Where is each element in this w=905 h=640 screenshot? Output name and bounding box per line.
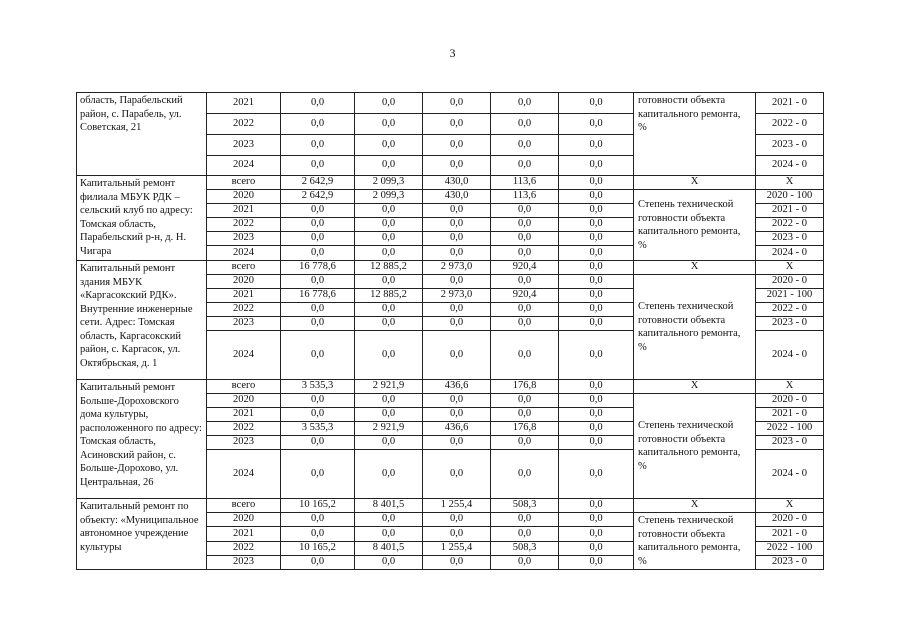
federal-cell: 0,0 <box>355 156 423 176</box>
total-cell: 0,0 <box>281 204 355 218</box>
total-cell: 2 642,9 <box>281 190 355 204</box>
regional-cell: 0,0 <box>423 246 491 261</box>
year-cell: 2023 <box>207 135 281 156</box>
regional-cell: 430,0 <box>423 190 491 204</box>
total-cell: 0,0 <box>281 232 355 246</box>
local-cell: 0,0 <box>491 317 559 331</box>
other-cell: 0,0 <box>559 246 634 261</box>
local-cell: 508,3 <box>491 499 559 513</box>
other-cell: 0,0 <box>559 204 634 218</box>
regional-cell: 0,0 <box>423 527 491 541</box>
indicator-name: Степень технической готовности объекта капитального ремонта, % <box>634 190 756 261</box>
object-name: область, Парабельский район, с. Парабель, ул. Советская, 21 <box>77 93 207 176</box>
target-cell: 2023 - 0 <box>756 555 824 569</box>
object-name: Капитальный ремонт здания МБУК «Каргасокский РДК». Внутренние инженерные сети. Адрес: Томская область, Каргасокский район, с. Каргасок, ул. Октябрьская, д. 1 <box>77 261 207 380</box>
other-cell: 0,0 <box>559 317 634 331</box>
year-cell: всего <box>207 499 281 513</box>
target-cell: X <box>756 499 824 513</box>
other-cell: 0,0 <box>559 436 634 450</box>
federal-cell: 0,0 <box>355 246 423 261</box>
federal-cell: 2 099,3 <box>355 190 423 204</box>
target-cell: X <box>756 261 824 275</box>
regional-cell: 0,0 <box>423 275 491 289</box>
local-cell: 176,8 <box>491 422 559 436</box>
other-cell: 0,0 <box>559 408 634 422</box>
other-cell: 0,0 <box>559 527 634 541</box>
total-cell: 0,0 <box>281 275 355 289</box>
other-cell: 0,0 <box>559 135 634 156</box>
target-cell: X <box>756 380 824 394</box>
year-cell: 2020 <box>207 190 281 204</box>
federal-cell: 0,0 <box>355 232 423 246</box>
total-cell: 0,0 <box>281 218 355 232</box>
local-cell: 0,0 <box>491 450 559 499</box>
year-cell: 2022 <box>207 303 281 317</box>
total-cell: 0,0 <box>281 408 355 422</box>
other-cell: 0,0 <box>559 303 634 317</box>
object-name: Капитальный ремонт Больше-Дороховского дома культуры, расположенного по адресу: Томская область, Асиновский район, с. Больше-Дорохово, ул. Центральная, 26 <box>77 380 207 499</box>
other-cell: 0,0 <box>559 93 634 114</box>
indicator-x: X <box>634 176 756 190</box>
regional-cell: 0,0 <box>423 317 491 331</box>
indicator-x: X <box>634 499 756 513</box>
year-cell: 2022 <box>207 114 281 135</box>
federal-cell: 0,0 <box>355 513 423 527</box>
indicator-name: Степень технической готовности объекта капитального ремонта, % <box>634 275 756 380</box>
target-cell: 2024 - 0 <box>756 450 824 499</box>
local-cell: 0,0 <box>491 135 559 156</box>
federal-cell: 0,0 <box>355 331 423 380</box>
target-cell: 2023 - 0 <box>756 436 824 450</box>
indicator-x: X <box>634 380 756 394</box>
target-cell: 2021 - 0 <box>756 527 824 541</box>
local-cell: 0,0 <box>491 246 559 261</box>
table-row <box>77 261 824 275</box>
local-cell: 113,6 <box>491 190 559 204</box>
year-cell: 2020 <box>207 513 281 527</box>
target-cell: 2023 - 0 <box>756 232 824 246</box>
total-cell: 0,0 <box>281 246 355 261</box>
other-cell: 0,0 <box>559 331 634 380</box>
regional-cell: 0,0 <box>423 232 491 246</box>
total-cell: 0,0 <box>281 394 355 408</box>
local-cell: 0,0 <box>491 114 559 135</box>
other-cell: 0,0 <box>559 289 634 303</box>
regional-cell: 0,0 <box>423 303 491 317</box>
local-cell: 113,6 <box>491 176 559 190</box>
local-cell: 920,4 <box>491 261 559 275</box>
table-row <box>77 176 824 190</box>
local-cell: 0,0 <box>491 331 559 380</box>
federal-cell: 2 921,9 <box>355 380 423 394</box>
regional-cell: 0,0 <box>423 394 491 408</box>
target-cell: 2020 - 0 <box>756 275 824 289</box>
target-cell: 2020 - 0 <box>756 394 824 408</box>
year-cell: 2023 <box>207 317 281 331</box>
federal-cell: 12 885,2 <box>355 261 423 275</box>
target-cell: 2023 - 0 <box>756 317 824 331</box>
year-cell: 2021 <box>207 289 281 303</box>
target-cell: 2020 - 100 <box>756 190 824 204</box>
federal-cell: 0,0 <box>355 408 423 422</box>
year-cell: 2021 <box>207 204 281 218</box>
total-cell: 3 535,3 <box>281 380 355 394</box>
local-cell: 0,0 <box>491 232 559 246</box>
year-cell: всего <box>207 380 281 394</box>
year-cell: 2022 <box>207 422 281 436</box>
local-cell: 920,4 <box>491 289 559 303</box>
year-cell: 2020 <box>207 275 281 289</box>
other-cell: 0,0 <box>559 261 634 275</box>
year-cell: 2023 <box>207 232 281 246</box>
object-name: Капитальный ремонт по объекту: «Муниципальное автономное учреждение культуры <box>77 499 207 570</box>
year-cell: всего <box>207 176 281 190</box>
other-cell: 0,0 <box>559 218 634 232</box>
federal-cell: 8 401,5 <box>355 499 423 513</box>
regional-cell: 0,0 <box>423 218 491 232</box>
local-cell: 0,0 <box>491 513 559 527</box>
federal-cell: 0,0 <box>355 394 423 408</box>
federal-cell: 0,0 <box>355 114 423 135</box>
other-cell: 0,0 <box>559 450 634 499</box>
target-cell: 2021 - 100 <box>756 289 824 303</box>
local-cell: 0,0 <box>491 156 559 176</box>
regional-cell: 0,0 <box>423 204 491 218</box>
federal-cell: 0,0 <box>355 450 423 499</box>
federal-cell: 8 401,5 <box>355 541 423 555</box>
local-cell: 0,0 <box>491 408 559 422</box>
target-cell: 2020 - 0 <box>756 513 824 527</box>
total-cell: 0,0 <box>281 513 355 527</box>
regional-cell: 0,0 <box>423 156 491 176</box>
regional-cell: 0,0 <box>423 114 491 135</box>
indicator-x: X <box>634 261 756 275</box>
local-cell: 0,0 <box>491 394 559 408</box>
other-cell: 0,0 <box>559 380 634 394</box>
regional-cell: 0,0 <box>423 93 491 114</box>
total-cell: 16 778,6 <box>281 289 355 303</box>
federal-cell: 0,0 <box>355 204 423 218</box>
total-cell: 0,0 <box>281 317 355 331</box>
other-cell: 0,0 <box>559 176 634 190</box>
regional-cell: 1 255,4 <box>423 541 491 555</box>
regional-cell: 2 973,0 <box>423 289 491 303</box>
federal-cell: 0,0 <box>355 436 423 450</box>
federal-cell: 0,0 <box>355 135 423 156</box>
regional-cell: 0,0 <box>423 450 491 499</box>
funding-table <box>76 92 824 570</box>
local-cell: 0,0 <box>491 218 559 232</box>
other-cell: 0,0 <box>559 232 634 246</box>
target-cell: 2022 - 0 <box>756 114 824 135</box>
year-cell: 2024 <box>207 246 281 261</box>
target-cell: 2022 - 0 <box>756 218 824 232</box>
total-cell: 3 535,3 <box>281 422 355 436</box>
regional-cell: 0,0 <box>423 555 491 569</box>
total-cell: 0,0 <box>281 450 355 499</box>
federal-cell: 0,0 <box>355 317 423 331</box>
regional-cell: 0,0 <box>423 408 491 422</box>
year-cell: 2023 <box>207 436 281 450</box>
federal-cell: 0,0 <box>355 218 423 232</box>
total-cell: 0,0 <box>281 436 355 450</box>
total-cell: 0,0 <box>281 135 355 156</box>
regional-cell: 2 973,0 <box>423 261 491 275</box>
other-cell: 0,0 <box>559 422 634 436</box>
object-name: Капитальный ремонт филиала МБУК РДК – сельский клуб по адресу: Томская область, Парабельский р-н, д. Н. Чигара <box>77 176 207 261</box>
federal-cell: 12 885,2 <box>355 289 423 303</box>
federal-cell: 2 099,3 <box>355 176 423 190</box>
other-cell: 0,0 <box>559 156 634 176</box>
table-row <box>77 499 824 513</box>
target-cell: 2023 - 0 <box>756 135 824 156</box>
federal-cell: 2 921,9 <box>355 422 423 436</box>
total-cell: 0,0 <box>281 114 355 135</box>
year-cell: 2020 <box>207 394 281 408</box>
table-row <box>77 380 824 394</box>
regional-cell: 1 255,4 <box>423 499 491 513</box>
year-cell: 2021 <box>207 408 281 422</box>
other-cell: 0,0 <box>559 394 634 408</box>
target-cell: 2024 - 0 <box>756 246 824 261</box>
local-cell: 0,0 <box>491 275 559 289</box>
local-cell: 0,0 <box>491 436 559 450</box>
other-cell: 0,0 <box>559 190 634 204</box>
target-cell: 2021 - 0 <box>756 93 824 114</box>
target-cell: X <box>756 176 824 190</box>
other-cell: 0,0 <box>559 541 634 555</box>
target-cell: 2024 - 0 <box>756 331 824 380</box>
federal-cell: 0,0 <box>355 555 423 569</box>
target-cell: 2022 - 100 <box>756 541 824 555</box>
federal-cell: 0,0 <box>355 303 423 317</box>
total-cell: 0,0 <box>281 527 355 541</box>
local-cell: 0,0 <box>491 204 559 218</box>
local-cell: 0,0 <box>491 555 559 569</box>
target-cell: 2022 - 100 <box>756 422 824 436</box>
total-cell: 2 642,9 <box>281 176 355 190</box>
page-number: 3 <box>449 46 456 60</box>
federal-cell: 0,0 <box>355 527 423 541</box>
local-cell: 0,0 <box>491 93 559 114</box>
year-cell: 2024 <box>207 450 281 499</box>
year-cell: 2022 <box>207 541 281 555</box>
year-cell: 2023 <box>207 555 281 569</box>
other-cell: 0,0 <box>559 555 634 569</box>
total-cell: 0,0 <box>281 303 355 317</box>
regional-cell: 0,0 <box>423 513 491 527</box>
local-cell: 0,0 <box>491 527 559 541</box>
local-cell: 176,8 <box>491 380 559 394</box>
indicator-name: Степень технической готовности объекта капитального ремонта, % <box>634 513 756 570</box>
regional-cell: 0,0 <box>423 331 491 380</box>
target-cell: 2021 - 0 <box>756 204 824 218</box>
regional-cell: 0,0 <box>423 135 491 156</box>
other-cell: 0,0 <box>559 275 634 289</box>
other-cell: 0,0 <box>559 114 634 135</box>
indicator-name: Степень технической готовности объекта капитального ремонта, % <box>634 394 756 499</box>
federal-cell: 0,0 <box>355 93 423 114</box>
year-cell: 2024 <box>207 156 281 176</box>
regional-cell: 436,6 <box>423 422 491 436</box>
local-cell: 0,0 <box>491 303 559 317</box>
total-cell: 0,0 <box>281 331 355 380</box>
year-cell: 2021 <box>207 93 281 114</box>
total-cell: 10 165,2 <box>281 499 355 513</box>
target-cell: 2024 - 0 <box>756 156 824 176</box>
federal-cell: 0,0 <box>355 275 423 289</box>
total-cell: 0,0 <box>281 156 355 176</box>
local-cell: 508,3 <box>491 541 559 555</box>
total-cell: 10 165,2 <box>281 541 355 555</box>
regional-cell: 436,6 <box>423 380 491 394</box>
total-cell: 0,0 <box>281 555 355 569</box>
year-cell: 2022 <box>207 218 281 232</box>
regional-cell: 0,0 <box>423 436 491 450</box>
year-cell: 2024 <box>207 331 281 380</box>
regional-cell: 430,0 <box>423 176 491 190</box>
total-cell: 0,0 <box>281 93 355 114</box>
year-cell: 2021 <box>207 527 281 541</box>
target-cell: 2021 - 0 <box>756 408 824 422</box>
other-cell: 0,0 <box>559 499 634 513</box>
indicator-name: готовности объекта капитального ремонта, % <box>634 93 756 176</box>
target-cell: 2022 - 0 <box>756 303 824 317</box>
total-cell: 16 778,6 <box>281 261 355 275</box>
table-row <box>77 93 824 114</box>
other-cell: 0,0 <box>559 513 634 527</box>
year-cell: всего <box>207 261 281 275</box>
